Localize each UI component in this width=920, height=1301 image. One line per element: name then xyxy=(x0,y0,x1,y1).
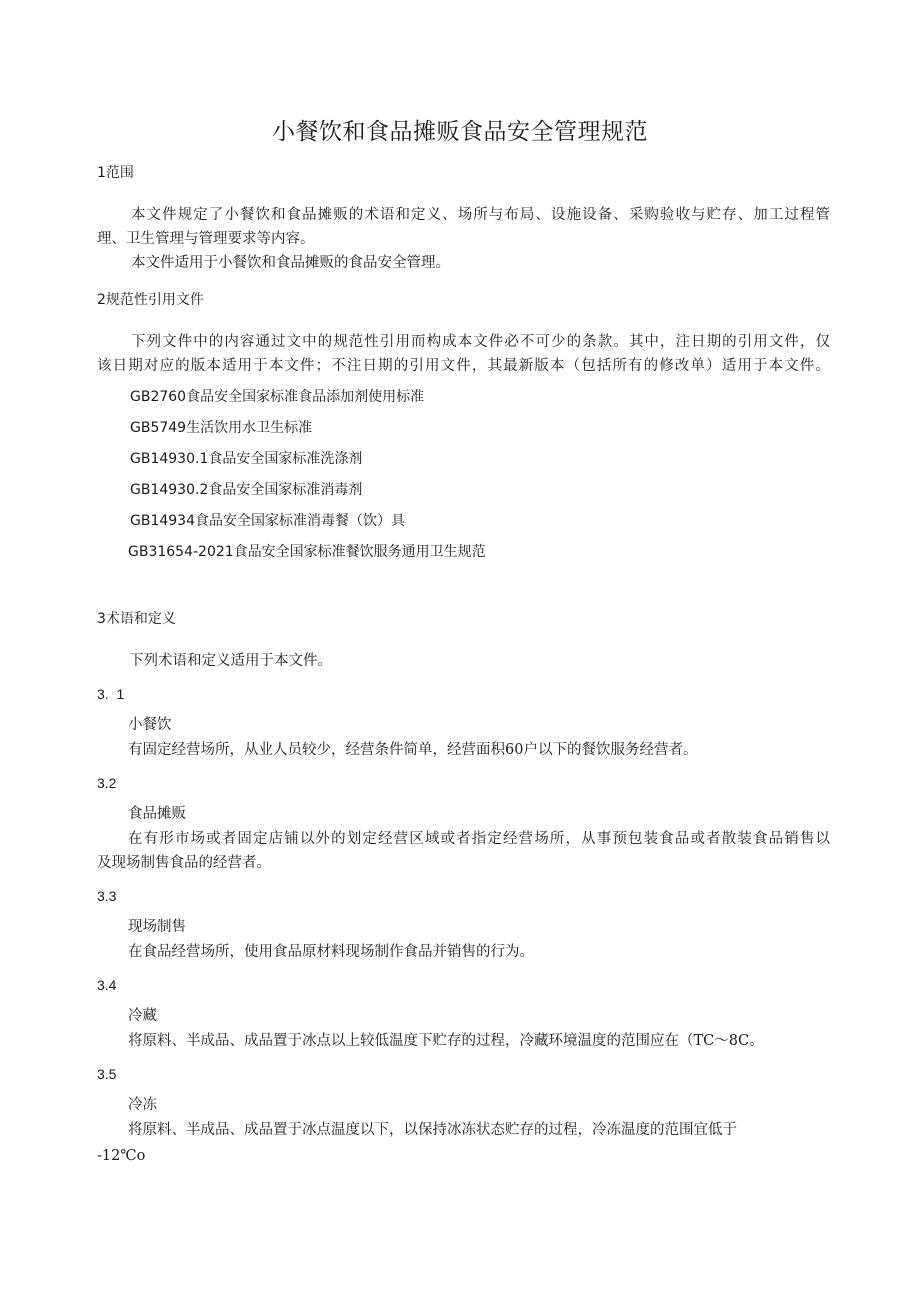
reference-item: GB14930.2食品安全国家标准消毒剂 xyxy=(130,482,363,498)
term-number: 3.2 xyxy=(97,775,117,791)
term-name: 食品摊贩 xyxy=(128,806,186,822)
reference-item: GB14930.1食品安全国家标准洗涤剂 xyxy=(130,451,363,467)
term-definition-line-1: 有固定经营场所，从业人员较少，经营条件简单，经营面积60户以下的餐饮服务经营者。 xyxy=(128,742,698,758)
section-1-heading: 1范围 xyxy=(97,165,134,181)
section-3-heading: 3术语和定义 xyxy=(97,611,176,627)
section-2-paragraph-1-line-2: 该日期对应的版本适用于本文件；不注日期的引用文件，其最新版本（包括所有的修改单）适用于本文件。 xyxy=(97,358,830,374)
document-title: 小餐饮和食品摊贩食品安全管理规范 xyxy=(272,119,648,145)
term-definition-line-2: -12℃o xyxy=(97,1148,146,1164)
reference-item: GB5749生活饮用水卫生标准 xyxy=(130,420,313,436)
term-name: 冷冻 xyxy=(128,1097,157,1113)
term-definition-line-2: 及现场制售食品的经营者。 xyxy=(97,855,271,871)
reference-item: GB31654-2021食品安全国家标准餐饮服务通用卫生规范 xyxy=(128,544,486,560)
section-2-heading: 2规范性引用文件 xyxy=(97,292,204,308)
term-name: 现场制售 xyxy=(128,919,186,935)
reference-item: GB2760食品安全国家标准食品添加剂使用标准 xyxy=(130,389,425,405)
section-1-paragraph-1-line-1: 本文件规定了小餐饮和食品摊贩的术语和定义、场所与布局、设施设备、采购验收与贮存、加工过程管 xyxy=(131,207,830,223)
term-definition-line-1: 将原料、半成品、成品置于冰点以上较低温度下贮存的过程，冷藏环境温度的范围应在（TC～8C。 xyxy=(128,1033,764,1049)
section-1-paragraph-1-line-2: 理、卫生管理与管理要求等内容。 xyxy=(97,231,315,247)
term-number: 3.3 xyxy=(97,888,117,904)
reference-item: GB14934食品安全国家标准消毒餐（饮）具 xyxy=(130,513,405,529)
term-definition-line-1: 在食品经营场所，使用食品原材料现场制作食品并销售的行为。 xyxy=(128,944,534,960)
term-name: 冷藏 xyxy=(128,1008,157,1024)
term-name: 小餐饮 xyxy=(128,717,172,733)
section-3-intro: 下列术语和定义适用于本文件。 xyxy=(129,653,332,669)
term-number: 3. 1 xyxy=(97,686,125,702)
term-definition-line-1: 将原料、半成品、成品置于冰点温度以下，以保持冰冻状态贮存的过程，冷冻温度的范围宜低于 xyxy=(128,1122,737,1138)
section-2-paragraph-1-line-1: 下列文件中的内容通过文中的规范性引用而构成本文件必不可少的条款。其中，注日期的引用文件，仅 xyxy=(131,334,830,350)
term-number: 3.5 xyxy=(97,1066,117,1082)
term-definition-line-1: 在有形市场或者固定店铺以外的划定经营区域或者指定经营场所，从事预包装食品或者散装食品销售以 xyxy=(128,831,830,847)
section-1-paragraph-2: 本文件适用于小餐饮和食品摊贩的食品安全管理。 xyxy=(131,255,450,271)
term-number: 3.4 xyxy=(97,977,117,993)
